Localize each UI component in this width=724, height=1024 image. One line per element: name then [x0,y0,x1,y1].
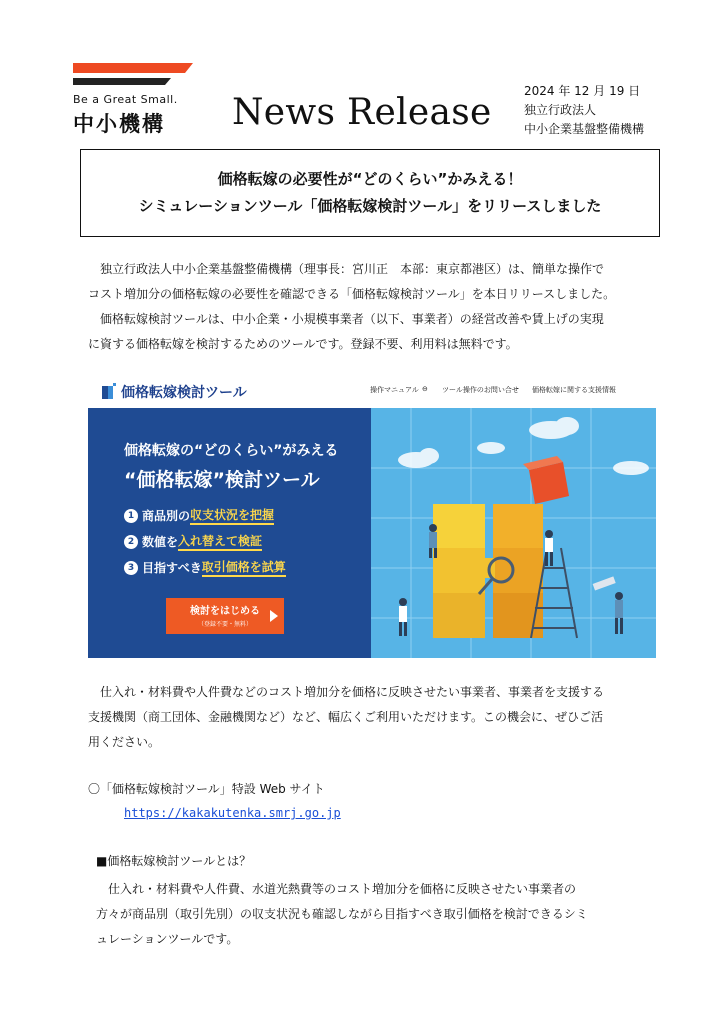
feature-highlight: 取引価格を試算 [202,558,286,577]
release-title: News Release [232,92,492,133]
start-button [166,598,284,634]
illustration-image [371,408,656,658]
tool-screenshot [88,372,656,658]
brand-name [121,382,247,402]
hero-left-panel [88,408,371,658]
brand-name-a: 価格転嫁 [121,385,177,401]
about-line2: 方々が商品別（取引先別）の収支状況も確認しながら目指すべき取引価格を検討できるシミ [96,907,588,921]
nav-contact: ツール操作のお問い合せ [442,386,519,394]
feature-item-2 [124,532,262,551]
intro-p1-line1: 独立行政法人中小企業基盤整備機構（理事長：宮川正 本部：東京都港区）は、簡単な操作で [100,262,605,276]
logo-stripes-icon [73,63,203,89]
feature-number: 1 [124,509,138,523]
body2-line3: 用ください。 [88,735,161,749]
about-heading: ■価格転嫁検討ツールとは？ [96,854,252,868]
org-line2: 中小企業基盤整備機構 [524,122,645,136]
feature-item-1 [124,506,274,525]
about-line3: ュレーションツールです。 [96,932,239,946]
intro-p1-line2: コスト増加分の価格転嫁の必要性を確認できる「価格転嫁検討ツール」を本日リリースしました。 [88,287,616,301]
feature-highlight: 収支状況を把握 [190,506,274,525]
feature-number: 3 [124,561,138,575]
nav-support: 価格転嫁に関する支援情報 [532,386,616,394]
headline-box [80,149,660,237]
feature-text: 目指すべき [142,561,202,575]
release-date: 2024 年 12 月 19 日 [524,84,641,98]
brand-name-b: 検討ツール [177,385,247,401]
about-line1: 仕入れ・材料費や人件費、水道光熱費等のコスト増加分を価格に反映させたい事業者の [108,882,577,896]
intro-p2-line2: に資する価格転嫁を検討するためのツールです。登録不要、利用料は無料です。 [88,337,518,351]
headline-line2: シミュレーションツール「価格転嫁検討ツール」をリリースしました [138,197,602,215]
hero-line2: “価格転嫁”検討ツール [124,469,320,491]
feature-item-3 [124,558,286,577]
start-button-sublabel: （登録不要・無料） [197,621,252,628]
release-meta [524,82,644,139]
body2-line1: 仕入れ・材料費や人件費などのコスト増加分を価格に反映させたい事業者、事業者を支援する [100,685,605,699]
site-label: 〇「価格転嫁検討ツール」特設 Web サイト [88,782,325,796]
feature-number: 2 [124,535,138,549]
body2-line2: 支援機関（商工団体、金融機関など）など、幅広くご利用いただけます。この機会に、ぜひご活 [88,710,604,724]
hero-line1: 価格転嫁の“どのくらい”がみえる [124,443,339,459]
intro-p2-line1: 価格転嫁検討ツールは、中小企業・小規模事業者（以下、事業者）の経営改善や賃上げの実現 [100,312,604,326]
org-line1: 独立行政法人 [524,103,597,117]
nav-manual: 操作マニュアル [370,386,419,394]
hero-illustration [371,408,656,658]
headline-line1: 価格転嫁の必要性が“どのくらい”かみえる！ [217,170,523,188]
play-arrow-icon [270,610,278,622]
logo-tagline: Be a Great Small. [73,93,178,106]
brand-logo-icon [102,383,116,399]
site-url-link[interactable]: https://kakakutenka.smrj.go.jp [124,806,341,820]
start-button-label: 検討をはじめる [190,606,260,617]
download-icon: ⊖ [422,385,428,393]
feature-text: 数値を [142,535,179,549]
logo-name: 中小機構 [73,112,165,136]
feature-text: 商品別の [142,509,191,523]
banner-header [88,372,656,408]
feature-highlight: 入れ替えて検証 [178,532,262,551]
